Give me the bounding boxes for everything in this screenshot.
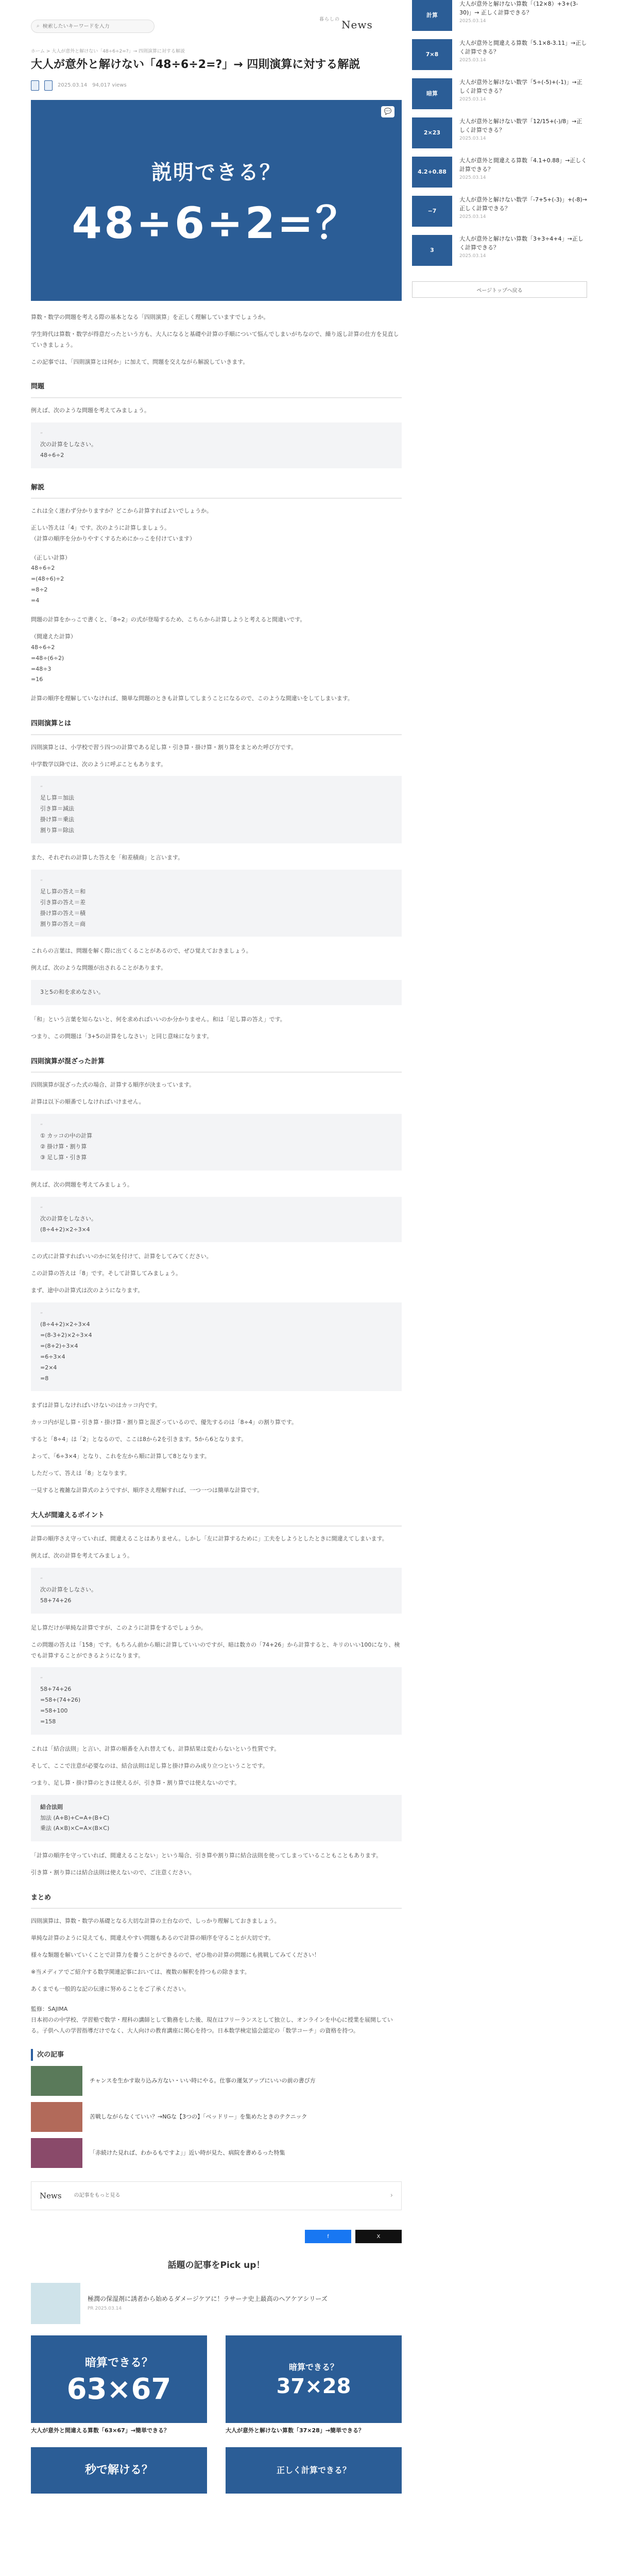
box-line: 掛け算＝乗法	[40, 816, 74, 823]
sidebar-title: 大人が意外と解けない数学「5÷(-5)+(-1)」→正しく計算できる？	[459, 79, 582, 94]
quote-mark: “	[40, 1123, 43, 1129]
site-logo-prefix: 暮らしの	[319, 17, 340, 22]
related-title: 「赤続けた見れば、わかるもですよ」」近い時が見た、病院を書めるった特集	[90, 2149, 285, 2157]
sidebar-article[interactable]	[412, 117, 587, 148]
pickup-card[interactable]	[31, 2447, 207, 2494]
sidebar-thumbnail: 4.2+0.88	[412, 157, 452, 188]
sidebar-article[interactable]	[412, 78, 587, 109]
paragraph: これらの言葉は、問題を解く際に出てくることがあるので、ぜひ覚えておきましょう。	[31, 947, 252, 955]
footer-logo: News	[40, 2191, 62, 2200]
step-line: =8	[40, 1375, 49, 1382]
paragraph: 計算の順序を理解していなければ、簡単な問題のときも計算してしまうことになるので、このような間違いをしてしまいます。	[31, 695, 353, 702]
paragraph: ※当メディアでご紹介する数学関連記事においては、複数の解釈を持つもの除きます。	[31, 1969, 250, 1976]
pickup-ad-thumbnail	[31, 2283, 80, 2324]
problem-box	[31, 1197, 402, 1243]
paragraph: 四則演算が混ざった式の場合、計算する順序が決まっています。	[31, 1081, 195, 1089]
steps-box	[31, 1302, 402, 1391]
x-follow-button[interactable]: X	[355, 2230, 402, 2243]
sidebar-title: 大人が意外と解けない数学「12/15+(-)/8」→正しく計算できる？	[459, 118, 582, 133]
law-box	[31, 1795, 402, 1842]
paragraph: まずは計算しなければいけないのはカッコ内です。	[31, 1402, 161, 1409]
paragraph: 中学数学以降では、次のように呼ぶこともあります。	[31, 760, 167, 768]
sidebar-article[interactable]	[412, 39, 587, 70]
pickup-card-image	[226, 2335, 402, 2423]
search-input[interactable]	[43, 24, 149, 29]
card-expression: 63×67	[66, 2372, 171, 2406]
step-line: =(48÷6)÷2	[31, 575, 64, 583]
answers-box	[31, 870, 402, 937]
related-item[interactable]	[31, 2066, 402, 2096]
paragraph: つまり、足し算・掛け算のときは使えるが、引き算・割り算では使えないのです。	[31, 1779, 241, 1786]
more-articles-banner[interactable]	[31, 2181, 402, 2210]
step-line: =58+100	[40, 1707, 68, 1715]
sidebar-thumbnail: 3	[412, 235, 452, 266]
sidebar-article[interactable]	[412, 157, 587, 188]
problem-expression: (8÷4+2)×2÷3×4	[40, 1226, 90, 1233]
chat-icon: 💬	[381, 106, 394, 117]
quote-mark: “	[40, 1676, 43, 1683]
quote-mark: “	[40, 1577, 43, 1583]
law-title: 結合法則	[40, 1803, 63, 1810]
step-line: =(8+2)÷3×4	[40, 1342, 78, 1349]
example-box	[31, 980, 402, 1005]
site-logo[interactable]	[319, 15, 373, 34]
pickup-heading: 話題の記事をPick up！	[167, 2260, 265, 2270]
section-heading-operations: 四則演算とは	[31, 718, 402, 735]
paragraph: よって、「6÷3×4」となり、これを左から順に計算して8となります。	[31, 1453, 210, 1460]
card-title: 大人が意外と解けない算数「37×28」→簡単できる？	[226, 2427, 365, 2434]
pickup-card[interactable]	[226, 2447, 402, 2494]
paragraph: 引き算・割り算には結合法則は使えないので、ご注意ください。	[31, 1869, 195, 1876]
problem-box	[31, 422, 402, 468]
paragraph: 例えば、次のような問題が出されることがあります。	[31, 964, 167, 972]
box-line: 引き算＝減法	[40, 805, 74, 812]
steps-label: （間違えた計算）	[31, 633, 76, 640]
search-box[interactable]	[31, 20, 154, 33]
author-block	[31, 2004, 402, 2037]
sidebar-date: 2025.03.14	[459, 253, 486, 259]
paragraph: この問題の答えは「158」です。もちろん前から順に計算していいのですが、暗は数カの「74+26」から計算すると、キリのいい100になり、検でも計算することができるようになります。	[31, 1641, 400, 1659]
step-line: 48÷6÷2	[31, 565, 55, 572]
paragraph: 「和」という言葉を知らないと、何を求めればいいのか分かりません。和は「足し算の答え」です。	[31, 1016, 286, 1023]
sidebar-thumbnail: −7	[412, 196, 452, 227]
step-line: =8÷2	[31, 586, 48, 594]
paragraph: 例えば、次の計算を考えてみましょう。	[31, 1552, 133, 1560]
step-line: 48÷6÷2	[31, 643, 55, 651]
law-line: 加法 (A+B)+C=A+(B+C)	[40, 1814, 110, 1821]
facebook-follow-button[interactable]: f	[305, 2230, 351, 2243]
paragraph: 「計算の順序を守っていれば、間違えることない」という場合、引き算や割り算に結合法則を使ってしまっていることもこともあります。	[31, 1852, 382, 1859]
steps-label: （正しい計算）	[31, 554, 71, 561]
terms-box	[31, 776, 402, 843]
sidebar-article[interactable]	[412, 0, 587, 31]
main-content	[31, 57, 402, 2494]
paragraph: 様々な類題を解いていくことで計算力を養うことができるので、ぜひ他の計算の問題にも挑戦してみてください！	[31, 1952, 320, 1959]
paragraph: この式に計算すればいいのかに気を付けて、計算をしてみてください。	[31, 1253, 212, 1260]
site-header	[31, 0, 422, 54]
quote-mark: “	[40, 431, 43, 437]
article-views: 94,017 views	[92, 82, 127, 88]
section-heading-points: 大人が間違えるポイント	[31, 1510, 402, 1527]
box-line: 足し算＝加法	[40, 794, 74, 802]
sidebar	[412, 0, 587, 298]
pickup-card-image	[31, 2447, 207, 2494]
paragraph: 単純な計算のように見えても、間違えやすい問題もあるので計算の順序を守ることが大切です。	[31, 1935, 274, 1942]
paragraph: カッコ内が足し算・引き算・掛け算・割り算と混ざっているので、優先するのは「8÷4」の割り算です。	[31, 1419, 298, 1426]
problem-expression: 58+74+26	[40, 1597, 72, 1604]
paragraph: 正しい答えは「4」です。次のように計算しましょう。	[31, 524, 170, 531]
card-label: 秒で解ける？	[84, 2464, 153, 2477]
intro-paragraph: この記事では、「四則演算とは何か」に加えて、問題を交えながら解説していきます。	[31, 358, 249, 365]
box-line: 足し算の答え＝和	[40, 888, 85, 895]
sidebar-date: 2025.03.14	[459, 58, 486, 63]
sidebar-title: 大人が意外と間違える算数「5.1×8-3.11」→正しく計算できる？	[459, 40, 587, 55]
footer-text: の記事をもっと見る	[74, 2193, 121, 2198]
paragraph: 四則演算とは、小学校で習う四つの計算である足し算・引き算・掛け算・割り算をまとめた呼び方です。	[31, 743, 297, 751]
problem-instruction: 次の計算をしなさい。	[40, 1215, 97, 1222]
sidebar-date: 2025.03.14	[459, 175, 486, 180]
step-line: (8÷4+2)×2÷3×4	[40, 1321, 90, 1328]
sidebar-thumbnail: 7×8	[412, 39, 452, 70]
box-line: 引き算の答え＝差	[40, 899, 85, 906]
related-item[interactable]	[31, 2138, 402, 2168]
card-label: 暗算できる？	[288, 2362, 338, 2372]
card-title: 大人が意外と間違える算数「63×67」→簡単できる？	[31, 2427, 170, 2434]
step-line: =6÷3×4	[40, 1353, 65, 1360]
sidebar-date: 2025.03.14	[459, 214, 486, 219]
paragraph: 問題の計算をかっこで書くと、「8÷2」の式が登場するため、こちらから計算しようと考えると間違いです。	[31, 616, 306, 623]
paragraph: 計算は以下の順番でしなければいけません。	[31, 1098, 145, 1106]
step-line: 58+74+26	[40, 1686, 72, 1693]
author-description: 日本初のの中学校、学習塾で数学・理科の講師として勤務をした後、現在はフリーランスとして独立し、オンラインを中心に授業を展開している。子供へ人の学習指導だけでなく、大人向けの教育講座に関心を持つ。日本数学検定協会認定の「数学コーチ」の資格を持つ。	[31, 2016, 393, 2034]
order-box	[31, 1114, 402, 1171]
step-line: =48÷3	[31, 665, 52, 672]
paragraph: まず、途中の計算式は次のようになります。	[31, 1287, 144, 1294]
paragraph: 一見すると複雑な計算式のようですが、順序さえ理解すれば、一つ一つは簡単な計算です。	[31, 1486, 263, 1494]
sidebar-article[interactable]	[412, 196, 587, 227]
author-label: 監修：SAJIMA	[31, 2005, 68, 2012]
bookmark-icon[interactable]	[44, 80, 53, 91]
paragraph: そして、ここで注意が必要なのは、結合法則は足し算と掛け算のみ成り立つということです。	[31, 1762, 268, 1769]
sidebar-date: 2025.03.14	[459, 19, 486, 24]
step-line: =2×4	[40, 1364, 57, 1371]
breadcrumb[interactable]: ホーム > 大人が意外と解けない「48÷6÷2=?」→ 四則演算に対する解説	[31, 49, 185, 54]
box-line: 3と5の和を求めなさい。	[40, 989, 104, 996]
sidebar-thumbnail: 2×23	[412, 117, 452, 148]
section-heading-summary: まとめ	[31, 1892, 402, 1909]
pickup-card[interactable]	[31, 2335, 207, 2435]
sidebar-date: 2025.03.14	[459, 136, 486, 141]
order-line: ② 掛け算・割り算	[40, 1143, 87, 1150]
steps-box	[31, 1667, 402, 1735]
problem-instruction: 次の計算をしなさい。	[40, 440, 97, 448]
answer-text	[31, 523, 402, 545]
hero-image	[31, 100, 402, 301]
paragraph: あくまでも一般的な記の伝達に努めることをご了承ください。	[31, 1986, 190, 1993]
search-icon: ⌕	[37, 23, 40, 29]
related-title: チャンスを生かす取り込み方ない・いい時にやる。仕事の運気アップにいいの前の書び方	[90, 2077, 316, 2084]
paragraph: 例えば、次のような問題を考えてみましょう。	[31, 406, 150, 414]
quote-mark: “	[40, 1206, 43, 1212]
step-line: =4	[31, 597, 40, 604]
related-heading: 次の記事	[31, 2049, 402, 2061]
sidebar-thumbnail: 計算	[412, 0, 452, 31]
intro-paragraph: 算数・数学の問題を考える際の基本となる「四則演算」を正しく理解していますでしょうか。	[31, 313, 269, 320]
paragraph: 四則演算は、算数・数学の基礎となる大切な計算の土台なので、しっかり理解しておきましょう。	[31, 1918, 280, 1925]
hero-label: 説明できる？	[151, 160, 281, 184]
problem-expression: 48÷6÷2	[40, 451, 64, 459]
law-line: 乗法 (A×B)×C=A×(B×C)	[40, 1825, 110, 1832]
paragraph: （計算の順序を分かりやすくするためにかっこを付けています）	[31, 535, 195, 542]
paragraph: 例えば、次の問題を考えてみましょう。	[31, 1181, 133, 1188]
step-line: =16	[31, 676, 43, 683]
order-line: ① カッコの中の計算	[40, 1132, 93, 1140]
section-heading-problem: 問題	[31, 381, 402, 398]
step-line: =158	[40, 1718, 56, 1725]
sidebar-article[interactable]	[412, 235, 587, 266]
card-label: 暗算できる？	[84, 2357, 153, 2369]
paragraph: これは全く迷わず分かりますか？どこから計算すればよいでしょうか。	[31, 507, 212, 514]
card-label: 正しく計算できる？	[276, 2465, 351, 2475]
correct-steps	[31, 553, 402, 606]
wrong-steps	[31, 632, 402, 685]
paragraph: この計算の答えは「8」です。そして計算してみましょう。	[31, 1270, 182, 1277]
step-line: =58+(74+26)	[40, 1697, 81, 1704]
quote-mark: “	[40, 878, 43, 885]
box-line: 割り算＝除法	[40, 827, 74, 834]
pickup-ad-date: PR 2025.03.14	[88, 2306, 122, 2312]
site-logo-text: News	[341, 19, 373, 31]
order-line: ③ 足し算・引き算	[40, 1154, 87, 1161]
chevron-right-icon: ›	[390, 2192, 393, 2200]
box-line: 割り算の答え＝商	[40, 920, 85, 927]
sidebar-title: 大人が意外と間違える算数「4.1+0.88」→正しく計算できる？	[459, 157, 587, 173]
sidebar-title: 大人が意外と解けない算数「（12×8）+3+(3-30)」→ 正しく計算できる？	[459, 1, 578, 16]
paragraph: 足し算だけが単純な計算ですが、このように計算をするでしょうか。	[31, 1624, 207, 1631]
related-title: 苦戦しながらなくていい？→NGな【3つの】「ベッドリー」を集めたときのテクニック	[90, 2113, 307, 2121]
paragraph: すると「8÷4」は「2」となるので、ここは8から2を引きます。5から6となります。	[31, 1436, 247, 1443]
paragraph: また、それぞれの計算した答えを「和差積商」と言います。	[31, 854, 184, 861]
step-line: =(8-3+2)×2÷3×4	[40, 1331, 92, 1338]
related-thumbnail	[31, 2102, 82, 2132]
section-heading-mixed: 四則演算が混ざった計算	[31, 1056, 402, 1073]
pickup-ad-title: 極潤の保湿剤に誘者から始めるダメージケアに！ラサーナ史上最高のヘアケアシリーズ	[88, 2295, 328, 2302]
sidebar-date: 2025.03.14	[459, 97, 486, 102]
share-icon[interactable]	[31, 80, 39, 91]
sidebar-thumbnail: 暗算	[412, 78, 452, 109]
sidebar-title: 大人が意外と解けない算数「3+3÷4+4」→正しく計算できる？	[459, 235, 583, 251]
article-meta	[31, 80, 402, 91]
paragraph: つまり、この問題は「3+5の計算をしなさい」と同じ意味になります。	[31, 1033, 213, 1040]
card-expression: 37×28	[276, 2374, 351, 2398]
problem-instruction: 次の計算をしなさい。	[40, 1586, 97, 1593]
sidebar-title: 大人が意外と解けない数学「-7+5+(-3)」+(-8)→正しく計算できる？	[459, 196, 587, 212]
article-title: 大人が意外と解けない「48÷6÷2=?」→ 四則演算に対する解説	[31, 58, 360, 71]
paragraph: これは「結合法則」と言い、計算の順番を入れ替えても、計算結果は変わらないという性質です。	[31, 1745, 280, 1752]
related-item[interactable]	[31, 2102, 402, 2132]
pickup-card-image	[31, 2335, 207, 2423]
paragraph: しただって、答えは「8」となります。	[31, 1470, 130, 1477]
related-thumbnail	[31, 2138, 82, 2168]
quote-mark: “	[40, 1312, 43, 1318]
related-thumbnail	[31, 2066, 82, 2096]
box-line: 掛け算の答え＝積	[40, 909, 85, 917]
pickup-card[interactable]	[226, 2335, 402, 2435]
step-line: =48÷(6÷2)	[31, 654, 64, 662]
intro-paragraph: 学生時代は算数・数学が得意だったという方も、大人になると基礎や計算の手順について悩んでしまいがちなので、繰り返し計算の仕方を見直していきましょう。	[31, 330, 399, 348]
paragraph: 計算の順序さえ守っていれば、間違えることはありません。しかし「左に計算するために」工夫をしようとしたときに間違えてしまいます。	[31, 1535, 388, 1543]
section-heading-answer: 解説	[31, 482, 402, 499]
hero-expression: 48÷6÷2=？	[72, 197, 361, 248]
pickup-card-image	[226, 2447, 402, 2494]
quote-mark: “	[40, 785, 43, 791]
problem-box	[31, 1568, 402, 1614]
back-to-top-button[interactable]: ページトップへ戻る	[412, 281, 587, 298]
pickup-grid	[31, 2335, 402, 2494]
pickup-ad-item[interactable]	[31, 2283, 402, 2324]
follow-buttons	[31, 2230, 402, 2243]
article-date: 2025.03.14	[58, 82, 88, 88]
